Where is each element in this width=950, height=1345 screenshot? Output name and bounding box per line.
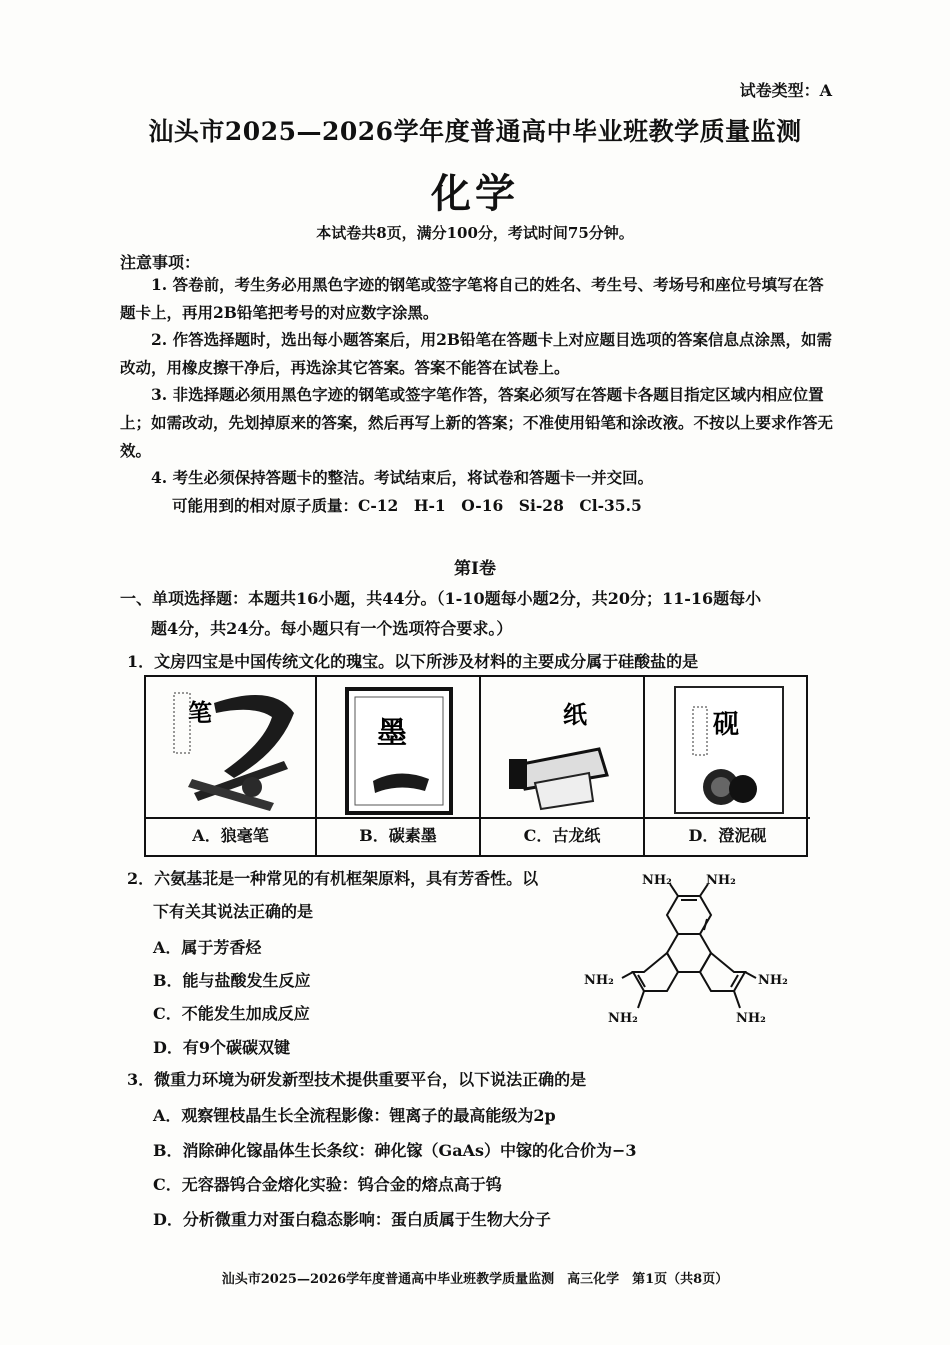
q1-option-d	[645, 677, 810, 855]
q1-image-table	[144, 675, 808, 857]
ink-image	[325, 683, 473, 815]
q2-option-a: A．属于芳香烃	[153, 938, 262, 957]
paper-image	[489, 683, 637, 815]
page-footer: 汕头市2025—2026学年度普通高中毕业班教学质量监测 高三化学 第1页（共8页）	[221, 1272, 729, 1287]
question-2-stem-cont: 下有关其说法正确的是	[153, 902, 314, 921]
question-3-stem: 3．微重力环境为研发新型技术提供重要平台，以下说法正确的是	[127, 1070, 587, 1089]
q3-option-a: A．观察锂枝晶生长全流程影像：锂离子的最高能级为2p	[153, 1106, 556, 1125]
q3-option-c: C．无容器钨合金熔化实验：钨合金的熔点高于钨	[153, 1175, 502, 1194]
note-item: 2. 作答选择题时，选出每小题答案后，用2B铅笔在答题卡上对应题目选项的答案信息点涂黑，如需改动，用橡皮擦干净后，再选涂其它答案。答案不能答在试卷上。	[120, 330, 832, 377]
q2-option-d: D．有9个碳碳双键	[153, 1038, 291, 1057]
molecule-structure	[578, 868, 808, 1058]
brush-char: 笔	[188, 698, 212, 727]
paper-type: 试卷类型：A	[739, 81, 832, 100]
note-item: 1. 答卷前，考生务必用黑色字迹的钢笔或签字笔将自己的姓名、考生号、考场号和座位号填写在答题卡上，再用2B铅笔把考号的对应数字涂黑。	[120, 275, 824, 322]
question-1-stem: 1．文房四宝是中国传统文化的瑰宝。以下所涉及材料的主要成分属于硅酸盐的是	[127, 652, 699, 671]
q3-option-d: D．分析微重力对蛋白稳态影响：蛋白质属于生物大分子	[153, 1210, 551, 1229]
q3-option-b: B．消除砷化镓晶体生长条纹：砷化镓（GaAs）中镓的化合价为−3	[153, 1141, 637, 1160]
page-title: 汕头市2025—2026学年度普通高中毕业班教学质量监测	[148, 117, 802, 146]
option-label: C．古龙纸	[481, 817, 643, 855]
option-label: B．碳素墨	[317, 817, 479, 855]
atomic-masses: 可能用到的相对原子质量：C-12 H-1 O-16 Si-28 Cl-35.5	[172, 496, 642, 515]
part-title: 第Ⅰ卷	[454, 559, 496, 579]
ink-char: 墨	[377, 716, 407, 751]
amine-label: NH₂	[584, 973, 614, 988]
section-line: 一、单项选择题：本题共16小题，共44分。（1-10题每小题2分，共20分；11-16题每小	[120, 589, 762, 608]
brush-image	[154, 683, 304, 815]
paper-char: 纸	[563, 700, 587, 729]
exam-info: 本试卷共8页，满分100分，考试时间75分钟。	[316, 224, 634, 242]
amine-label: NH₂	[736, 1011, 766, 1026]
notes-heading: 注意事项：	[120, 253, 201, 272]
amine-label: NH₂	[642, 873, 672, 888]
note-item: 3. 非选择题必须用黑色字迹的钢笔或签字笔作答，答案必须写在答题卡各题目指定区域内相应位置上；如需改动，先划掉原来的答案，然后再写上新的答案；不准使用铅笔和涂改液。不按以上要求作答无效。	[120, 385, 834, 460]
q1-option-a	[146, 677, 317, 855]
q1-option-c	[481, 677, 645, 855]
amine-label: NH₂	[706, 873, 736, 888]
inkstone-image	[653, 683, 801, 815]
amine-label: NH₂	[608, 1011, 638, 1026]
q2-option-c: C．不能发生加成反应	[153, 1004, 310, 1023]
option-label: D．澄泥砚	[645, 817, 810, 855]
q1-option-b	[317, 677, 481, 855]
note-item: 4. 考生必须保持答题卡的整洁。考试结束后，将试卷和答题卡一并交回。	[151, 468, 654, 487]
option-label: A．狼毫笔	[146, 817, 315, 855]
section-heading	[120, 584, 840, 644]
subject-title: 化学	[431, 170, 519, 217]
section-line: 题4分，共24分。每小题只有一个选项符合要求。）	[151, 619, 513, 638]
question-2-stem: 2．六氨基苝是一种常见的有机框架原料，具有芳香性。以	[127, 869, 539, 888]
amine-label: NH₂	[758, 973, 788, 988]
inkstone-char: 砚	[713, 710, 740, 740]
q2-option-b: B．能与盐酸发生反应	[153, 971, 311, 990]
